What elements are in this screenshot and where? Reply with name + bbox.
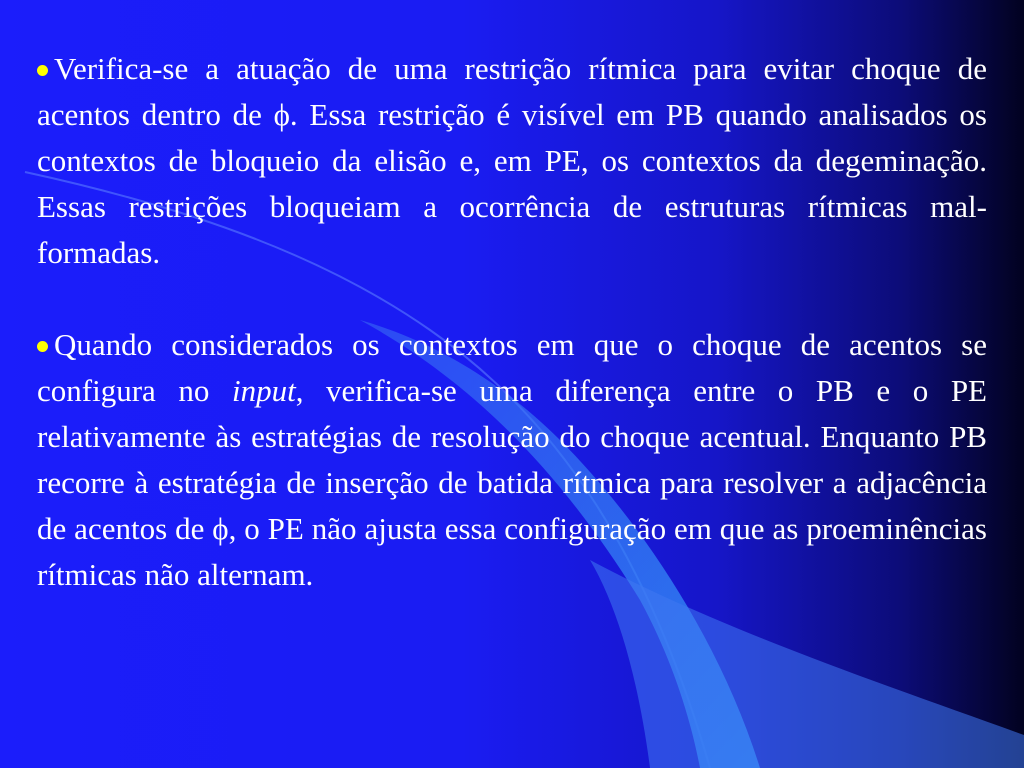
bullet-text-2-before: Quando considerados os contextos em que o choque de acentos se configura no — [37, 327, 987, 408]
yellow-dot-icon — [37, 341, 48, 352]
slide-body — [37, 46, 987, 598]
bullet-paragraph-1 — [37, 46, 987, 276]
bullet-text-2-italic: input — [231, 373, 296, 408]
bullet-text-1: Verifica-se a atuação de uma restrição rítmica para evitar choque de acentos dentro de ϕ. Essa restrição é visível em PB quando analisados os contextos de bloqueio da elisão e, em PE, os contextos da degeminação. Essas restrições bloqueiam a ocorrência de estruturas rítmicas mal-formadas. — [37, 51, 987, 270]
bullet-text-2-after: , verifica-se uma diferença entre o PB e o PE relativamente às estratégias de resolução do choque acentual. Enquanto PB recorre à estratégia de inserção de batida rítmica para resolver a adjacência de acentos de ϕ, o PE não ajusta essa configuração em que as proeminências rítmicas não alternam. — [37, 373, 987, 592]
bullet-paragraph-2 — [37, 322, 987, 598]
yellow-dot-icon — [37, 65, 48, 76]
